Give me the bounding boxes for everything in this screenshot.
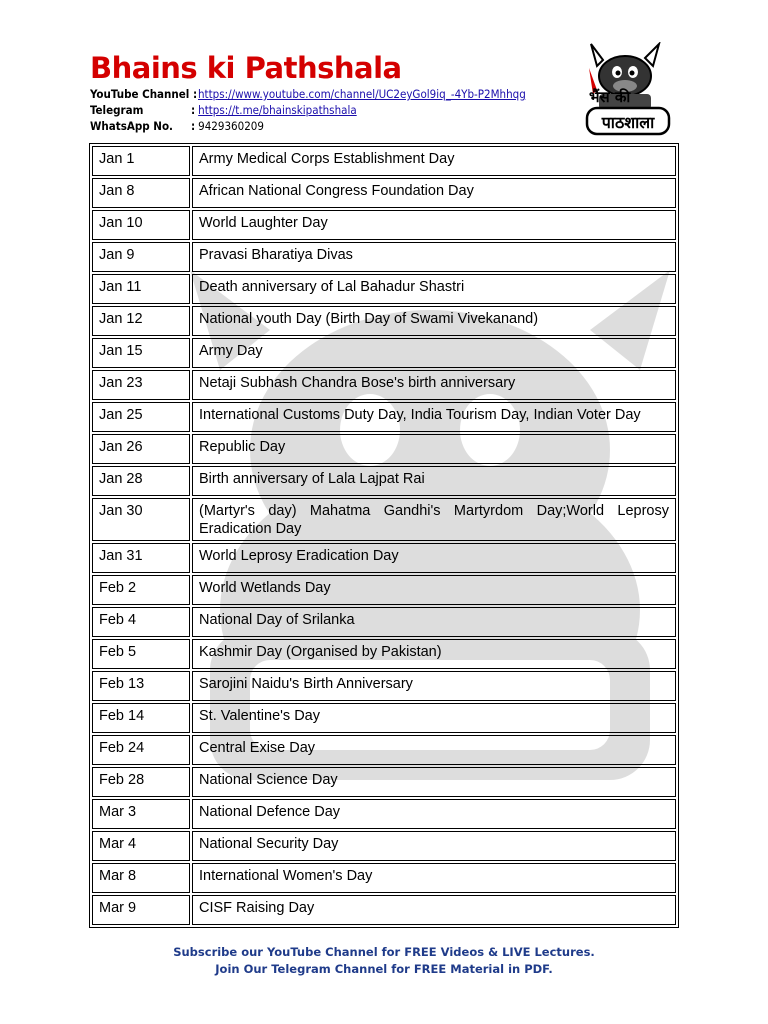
footer-line-2: Join Our Telegram Channel for FREE Material in PDF. <box>215 962 553 976</box>
document-header <box>90 50 526 134</box>
table-row <box>92 863 676 893</box>
table-row <box>92 242 676 272</box>
event-cell: National Security Day <box>192 831 676 861</box>
table-row <box>92 607 676 637</box>
table-row <box>92 466 676 496</box>
whatsapp-label: WhatsApp No. <box>90 119 173 133</box>
event-cell: Army Medical Corps Establishment Day <box>192 146 676 176</box>
table-row <box>92 498 676 541</box>
date-cell: Jan 1 <box>92 146 190 176</box>
table-row <box>92 671 676 701</box>
date-cell: Mar 3 <box>92 799 190 829</box>
date-cell: Mar 8 <box>92 863 190 893</box>
date-cell: Jan 12 <box>92 306 190 336</box>
logo-text-top: भैंस की <box>589 88 631 106</box>
event-cell: Kashmir Day (Organised by Pakistan) <box>192 639 676 669</box>
date-cell: Jan 31 <box>92 543 190 573</box>
youtube-row <box>90 86 526 102</box>
important-days-table <box>89 143 679 928</box>
event-cell: Netaji Subhash Chandra Bose's birth anniversary <box>192 370 676 400</box>
table-row <box>92 895 676 925</box>
event-cell: National Defence Day <box>192 799 676 829</box>
date-cell: Feb 13 <box>92 671 190 701</box>
event-cell: CISF Raising Day <box>192 895 676 925</box>
telegram-label: Telegram <box>90 103 144 117</box>
table-row <box>92 370 676 400</box>
date-cell: Feb 2 <box>92 575 190 605</box>
date-cell: Feb 4 <box>92 607 190 637</box>
date-cell: Jan 23 <box>92 370 190 400</box>
event-cell: World Leprosy Eradication Day <box>192 543 676 573</box>
event-cell: Republic Day <box>192 434 676 464</box>
buffalo-mascot-icon <box>583 42 673 137</box>
table-row <box>92 735 676 765</box>
date-cell: Mar 4 <box>92 831 190 861</box>
event-cell: National youth Day (Birth Day of Swami Vivekanand) <box>192 306 676 336</box>
date-cell: Jan 8 <box>92 178 190 208</box>
date-cell: Jan 30 <box>92 498 190 541</box>
table-row <box>92 274 676 304</box>
table-row <box>92 306 676 336</box>
event-cell: International Women's Day <box>192 863 676 893</box>
table-row <box>92 210 676 240</box>
event-cell: Sarojini Naidu's Birth Anniversary <box>192 671 676 701</box>
date-cell: Jan 26 <box>92 434 190 464</box>
footer <box>0 944 768 978</box>
table-row <box>92 543 676 573</box>
contact-info <box>90 86 526 134</box>
table-row <box>92 831 676 861</box>
event-cell: African National Congress Foundation Day <box>192 178 676 208</box>
date-cell: Feb 5 <box>92 639 190 669</box>
table-row <box>92 703 676 733</box>
event-cell: Central Exise Day <box>192 735 676 765</box>
table-row <box>92 178 676 208</box>
date-cell: Jan 11 <box>92 274 190 304</box>
telegram-link[interactable]: https://t.me/bhainskipathshala <box>198 103 357 117</box>
table-row <box>92 639 676 669</box>
date-cell: Feb 24 <box>92 735 190 765</box>
event-cell: Army Day <box>192 338 676 368</box>
table-row <box>92 146 676 176</box>
date-cell: Mar 9 <box>92 895 190 925</box>
date-cell: Jan 28 <box>92 466 190 496</box>
date-cell: Jan 25 <box>92 402 190 432</box>
youtube-link[interactable]: https://www.youtube.com/channel/UC2eyGol9iq_-4Yb-P2Mhhqg <box>198 87 526 101</box>
date-cell: Jan 10 <box>92 210 190 240</box>
date-cell: Feb 28 <box>92 767 190 797</box>
event-cell: (Martyr's day) Mahatma Gandhi's Martyrdom Day;World Leprosy Eradication Day <box>192 498 676 541</box>
youtube-label: YouTube Channel : <box>90 87 198 101</box>
table-row <box>92 799 676 829</box>
table-row <box>92 434 676 464</box>
event-cell: Pravasi Bharatiya Divas <box>192 242 676 272</box>
event-cell: World Wetlands Day <box>192 575 676 605</box>
table-row <box>92 402 676 432</box>
logo-text-bottom: पाठशाला <box>601 113 655 132</box>
date-cell: Feb 14 <box>92 703 190 733</box>
table-row <box>92 338 676 368</box>
event-cell: Death anniversary of Lal Bahadur Shastri <box>192 274 676 304</box>
event-cell: Birth anniversary of Lala Lajpat Rai <box>192 466 676 496</box>
event-cell: International Customs Duty Day, India Tourism Day, Indian Voter Day <box>192 402 676 432</box>
whatsapp-row: WhatsApp No. : 9429360209 <box>90 119 264 133</box>
whatsapp-number: 9429360209 <box>198 119 264 133</box>
date-cell: Jan 15 <box>92 338 190 368</box>
event-cell: St. Valentine's Day <box>192 703 676 733</box>
table-row <box>92 767 676 797</box>
table-row <box>92 575 676 605</box>
date-cell: Jan 9 <box>92 242 190 272</box>
event-cell: National Science Day <box>192 767 676 797</box>
footer-line-1: Subscribe our YouTube Channel for FREE Videos & LIVE Lectures. <box>173 945 595 959</box>
page-title: Bhains ki Pathshala <box>90 51 402 85</box>
event-cell: World Laughter Day <box>192 210 676 240</box>
telegram-row: Telegram : https://t.me/bhainskipathshala <box>90 103 357 117</box>
event-cell: National Day of Srilanka <box>192 607 676 637</box>
